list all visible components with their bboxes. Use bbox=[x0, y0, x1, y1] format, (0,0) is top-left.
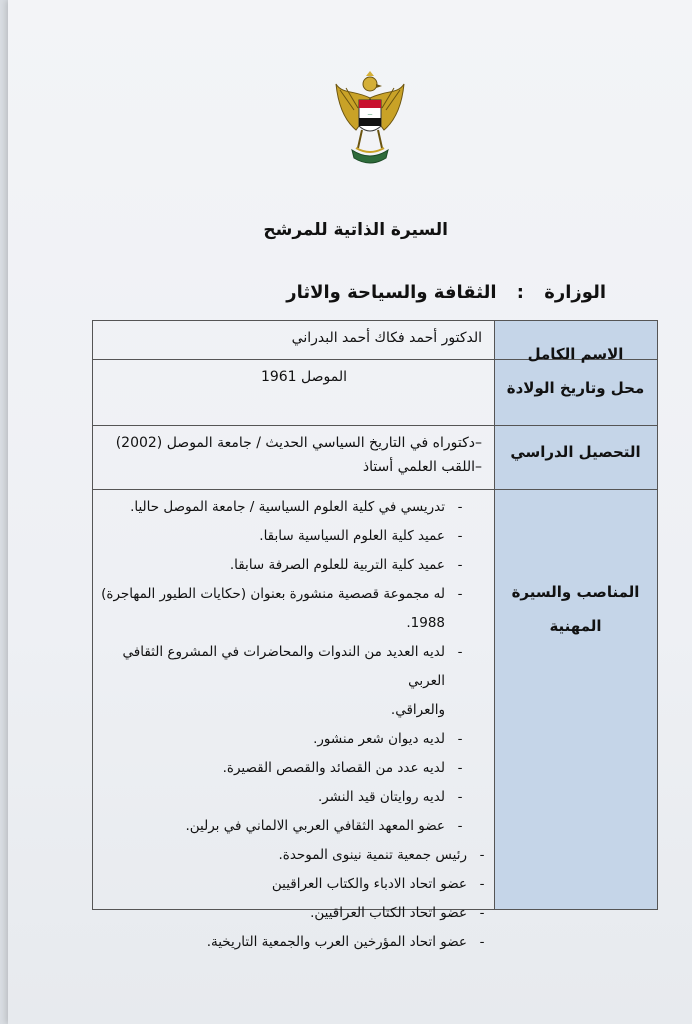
iraq-eagle-emblem-icon bbox=[332, 70, 408, 170]
value-career bbox=[99, 493, 489, 957]
list-item: - له مجموعة قصصية منشورة بعنوان (حكايات الطيور المهاجرة) bbox=[101, 586, 463, 602]
career-list bbox=[99, 493, 489, 957]
ministry-name: الثقافة والسياحة والاثار bbox=[286, 282, 497, 303]
svg-text:—: — bbox=[367, 112, 373, 118]
list-item-continuation: 1988. bbox=[406, 615, 445, 631]
row-divider bbox=[93, 425, 657, 426]
cv-table bbox=[92, 320, 658, 950]
label-full-name: الاسم الكامل bbox=[527, 345, 624, 363]
value-birth: الموصل 1961 bbox=[260, 369, 347, 385]
list-item: - تدريسي في كلية العلوم السياسية / جامعة الموصل حاليا. bbox=[130, 499, 463, 515]
education-line: –اللقب العلمي أستاذ bbox=[362, 459, 482, 475]
label-career-line2: المهنية bbox=[549, 617, 602, 635]
ministry-separator: : bbox=[516, 282, 524, 303]
list-item: - لديه عدد من القصائد والقصص القصيرة. bbox=[222, 760, 463, 776]
list-item: - رئيس جمعية تنمية نينوى الموحدة. bbox=[278, 847, 485, 863]
list-item: - عميد كلية العلوم السياسية سابقا. bbox=[259, 528, 463, 544]
list-item: - عميد كلية التربية للعلوم الصرفة سابقا. bbox=[229, 557, 463, 573]
list-item: - لديه العديد من الندوات والمحاضرات في المشروع الثقافي العربي bbox=[122, 644, 463, 689]
label-birth: محل وتاريخ الولادة bbox=[506, 379, 645, 397]
label-career-line1: المناصب والسيرة bbox=[511, 583, 640, 601]
list-item-continuation: والعراقي. bbox=[390, 702, 445, 718]
list-item: - لديه ديوان شعر منشور. bbox=[313, 731, 463, 747]
document-page bbox=[8, 0, 692, 1024]
label-career bbox=[494, 575, 657, 643]
document-title: السيرة الذاتية للمرشح bbox=[263, 220, 448, 240]
education-line: –دكتوراه في التاريخ السياسي الحديث / جامعة الموصل (2002) bbox=[115, 435, 482, 451]
ministry-label: الوزارة bbox=[544, 282, 606, 303]
value-full-name: الدكتور أحمد فكاك أحمد البدراني bbox=[291, 330, 482, 346]
list-item: - عضو اتحاد المؤرخين العرب والجمعية التاريخية. bbox=[206, 934, 485, 950]
row-divider bbox=[93, 489, 657, 490]
label-education: التحصيل الدراسي bbox=[510, 443, 641, 461]
list-item: - عضو اتحاد الكتاب العراقيين. bbox=[310, 905, 485, 921]
list-item: - عضو اتحاد الادباء والكتاب العراقيين bbox=[271, 876, 485, 892]
value-education bbox=[102, 431, 482, 479]
list-item: - لديه روايتان قيد النشر. bbox=[317, 789, 463, 805]
list-item: - عضو المعهد الثقافي العربي الالماني في برلين. bbox=[185, 818, 463, 834]
ministry-line bbox=[258, 282, 606, 303]
